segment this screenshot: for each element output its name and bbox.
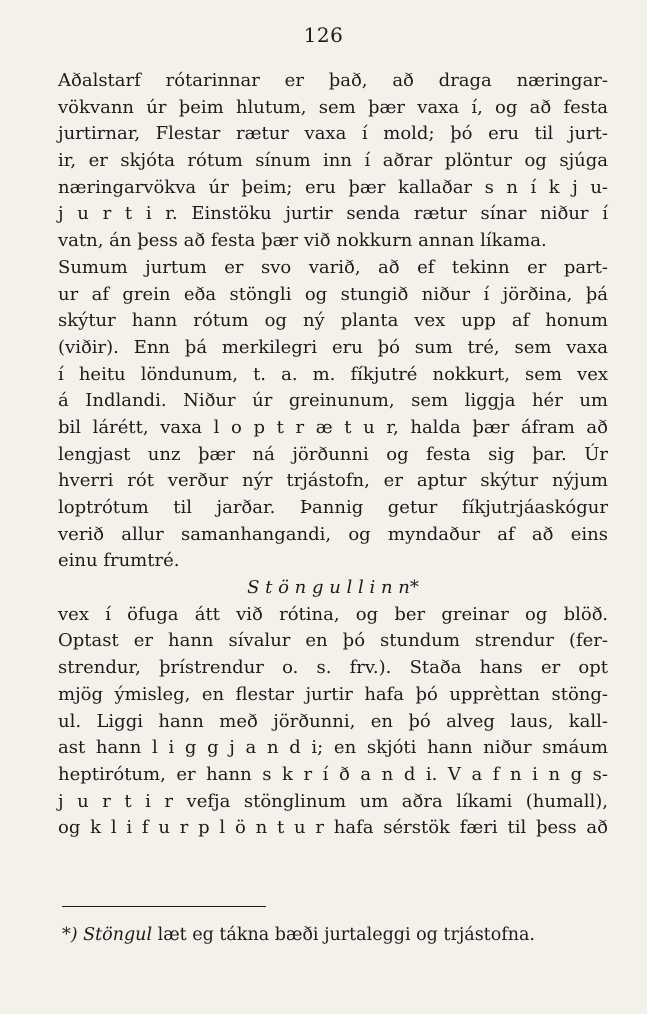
text-line: Sumum jurtum er svo varið, að ef tekinn er part- (58, 256, 608, 278)
text-line: mjög ýmisleg, en flestar jurtir hafa þó upprèttan stöng- (58, 683, 608, 705)
text-line: verið allur samanhangandi, og myndaður af að eins (58, 523, 608, 545)
text-line: vatn, án þess að festa þær við nokkurn annan líkama. (58, 230, 547, 252)
text-line: vökvann úr þeim hlutum, sem þær vaxa í, og að festa (58, 96, 608, 118)
text-line: vex í öfuga átt við rótina, og ber greinar og blöð. (58, 603, 608, 625)
text-line: j u r t i r vefja stönglinum um aðra líkami (humall), (58, 790, 608, 812)
text-line: strendur, þrístrendur o. s. frv.). Staða hans er opt (58, 657, 608, 679)
text-line: heptirótum, er hann s k r í ð a n d i. V a f n i n g s- (58, 763, 608, 785)
text-line: skýtur hann rótum og ný planta vex upp af honum (58, 310, 608, 332)
text-line: í heitu löndunum, t. a. m. fíkjutré nokkurt, sem vex (58, 363, 608, 385)
page-number: 126 (303, 23, 344, 47)
text-line: ur af grein eða stöngli og stungið niður í jörðina, þá (58, 283, 608, 305)
section-heading: S t ö n g u l l i n n* (247, 577, 419, 599)
text-line: jurtirnar, Flestar rætur vaxa í mold; þó eru til jurt- (58, 123, 608, 145)
text-line: Optast er hann sívalur en þó stundum strendur (fer- (58, 630, 608, 652)
footnote (62, 922, 602, 948)
footnote-text: læt eg tákna bæði jurtaleggi og trjástofna. (157, 925, 535, 945)
text-line: hverri rót verður nýr trjástofn, er aptur skýtur nýjum (58, 470, 608, 492)
text-line: ast hann l i g g j a n d i; en skjóti hann niður smáum (58, 737, 608, 759)
text-line: á Indlandi. Niður úr greinunum, sem liggja hér um (58, 390, 608, 412)
text-line: loptrótum til jarðar. Þannig getur fíkjutrjáaskógur (58, 497, 608, 518)
body-text (58, 68, 608, 842)
footnote-divider (62, 906, 266, 907)
text-line: næringarvökva úr þeim; eru þær kallaðar s n í k j u- (58, 176, 608, 198)
text-line: j u r t i r. Einstöku jurtir senda rætur sínar niður í (58, 203, 608, 225)
text-line: bil lárétt, vaxa l o p t r æ t u r, halda þær áfram að (58, 416, 608, 438)
text-line: og k l i f u r p l ö n t u r hafa sérstök færi til þess að (58, 817, 608, 839)
text-line: ul. Liggi hann með jörðunni, en þó alveg laus, kall- (58, 710, 608, 732)
footnote-term: Stöngul (83, 925, 153, 945)
text-line: Aðalstarf rótarinnar er það, að draga næringar- (58, 70, 608, 91)
text-line: einu frumtré. (58, 550, 180, 572)
footnote-marker: *) (62, 925, 78, 945)
text-line: ir, er skjóta rótum sínum inn í aðrar plöntur og sjúga (58, 150, 608, 172)
text-line: (viðir). Enn þá merkilegri eru þó sum tré, sem vaxa (58, 336, 608, 358)
text-line: lengjast unz þær ná jörðunni og festa sig þar. Úr (58, 443, 608, 465)
